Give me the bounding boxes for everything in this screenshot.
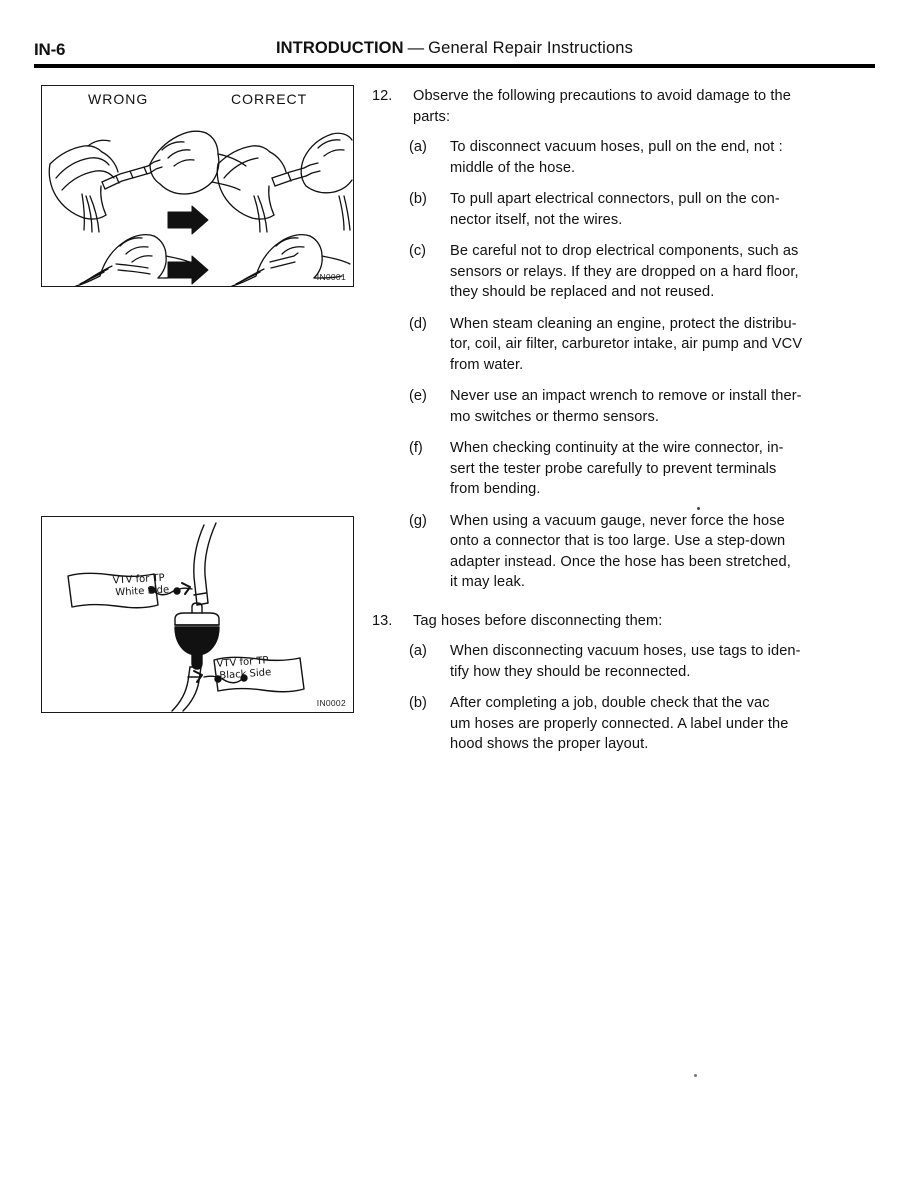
subitem-marker: (f) — [409, 440, 423, 456]
subitem-line: it may leak. — [450, 574, 526, 590]
subitem-line: When steam cleaning an engine, protect the distribu- — [450, 315, 797, 332]
subitem-line: When checking continuity at the wire connector, in- — [450, 440, 784, 456]
item-body — [413, 611, 848, 632]
subitem-list — [366, 137, 848, 593]
subitem-c — [366, 241, 848, 303]
subitem-line: sert the tester probe carefully to prevent terminals — [450, 460, 777, 477]
subitem-marker: (a) — [409, 139, 427, 155]
item-line: parts: — [413, 108, 451, 125]
subitem-line: hood shows the proper layout. — [450, 736, 649, 752]
subitem-marker: (g) — [409, 512, 427, 529]
figure-label-correct: CORRECT — [231, 91, 308, 107]
tag-label-black — [216, 655, 271, 683]
figure-label-wrong: WRONG — [88, 91, 149, 107]
subitem-marker: (c) — [409, 243, 427, 259]
subitem-line: tor, coil, air filter, carburetor intake, air pump and VCV — [450, 336, 803, 352]
figure-in0001-illustration — [42, 86, 353, 286]
subitem-marker: (e) — [409, 388, 427, 404]
tag-black-line2: Black Side — [219, 667, 272, 682]
subitem-line: After completing a job, double check that the vac — [450, 695, 770, 711]
subitem-line: Be careful not to drop electrical components, such as — [450, 243, 799, 259]
figure-in0002 — [41, 516, 354, 713]
subitem-body — [450, 511, 848, 593]
header-subtitle: General Repair Instructions — [428, 39, 634, 57]
subitem-b — [366, 189, 848, 230]
subitem-line: To pull apart electrical connectors, pull on the con- — [450, 191, 780, 207]
subitem-body — [450, 314, 848, 376]
subitem-marker: (d) — [409, 315, 427, 332]
subitem-line: mo switches or thermo sensors. — [450, 408, 660, 425]
scan-artifact — [697, 507, 700, 510]
subitem-line: from water. — [450, 356, 524, 373]
subitem-list — [366, 641, 848, 755]
numbered-item-13 — [366, 611, 848, 755]
page-header — [34, 38, 875, 64]
subitem-line: um hoses are properly connected. A label under the — [450, 715, 789, 732]
tag-label-white — [112, 573, 169, 600]
page-number: IN-6 — [34, 40, 66, 59]
item-line: Observe the following precautions to avoid damage to the — [413, 88, 791, 104]
subitem-marker: (b) — [409, 191, 427, 207]
page-title — [34, 39, 875, 58]
subitem-body — [450, 189, 848, 230]
subitem-line: tify how they should be reconnected. — [450, 663, 691, 680]
subitem-body — [450, 137, 848, 178]
header-divider — [34, 64, 875, 68]
subitem-a — [366, 641, 848, 682]
subitem-a — [366, 137, 848, 178]
subitem-line: sensors or relays. If they are dropped on a hard floor, — [450, 263, 799, 280]
figure-in0002-illustration — [42, 517, 353, 712]
subitem-line: Never use an impact wrench to remove or install ther- — [450, 388, 802, 404]
subitem-line: onto a connector that is too large. Use a step-down — [450, 533, 786, 549]
subitem-line: middle of the hose. — [450, 159, 576, 176]
instructions-column — [366, 86, 848, 766]
numbered-item-12 — [366, 86, 848, 593]
scan-artifact — [694, 1074, 697, 1077]
subitem-line: When using a vacuum gauge, never force the hose — [450, 512, 785, 529]
item-body — [413, 86, 848, 127]
subitem-marker: (a) — [409, 643, 427, 659]
subitem-f — [366, 438, 848, 500]
subitem-line: To disconnect vacuum hoses, pull on the end, not : — [450, 139, 783, 155]
subitem-line: adapter instead. Once the hose has been stretched, — [450, 553, 791, 570]
subitem-line: from bending. — [450, 481, 541, 497]
tag-white-line2: White Side — [115, 584, 170, 599]
subitem-body — [450, 386, 848, 427]
subitem-body — [450, 438, 848, 500]
header-dash: — — [407, 39, 425, 57]
figure-in0001 — [41, 85, 354, 287]
item-marker: 12. — [372, 88, 393, 104]
subitem-marker: (b) — [409, 695, 427, 711]
subitem-g — [366, 511, 848, 593]
subitem-b — [366, 693, 848, 755]
item-marker: 13. — [372, 612, 393, 629]
subitem-e — [366, 386, 848, 427]
subitem-body — [450, 641, 848, 682]
subitem-line: When disconnecting vacuum hoses, use tags to iden- — [450, 643, 801, 659]
tag-black-line1: VTV for TP — [216, 655, 269, 670]
subitem-line: nector itself, not the wires. — [450, 211, 623, 228]
tag-white-line1: VTV for TP — [112, 572, 165, 587]
subitem-body — [450, 693, 848, 755]
figure-id: IN0001 — [316, 272, 346, 282]
subitem-d — [366, 314, 848, 376]
item-line: Tag hoses before disconnecting them: — [413, 612, 663, 629]
subitem-line: they should be replaced and not reused. — [450, 284, 715, 300]
header-section-name: INTRODUCTION — [275, 39, 404, 57]
subitem-body — [450, 241, 848, 303]
figure-id: IN0002 — [316, 698, 346, 708]
